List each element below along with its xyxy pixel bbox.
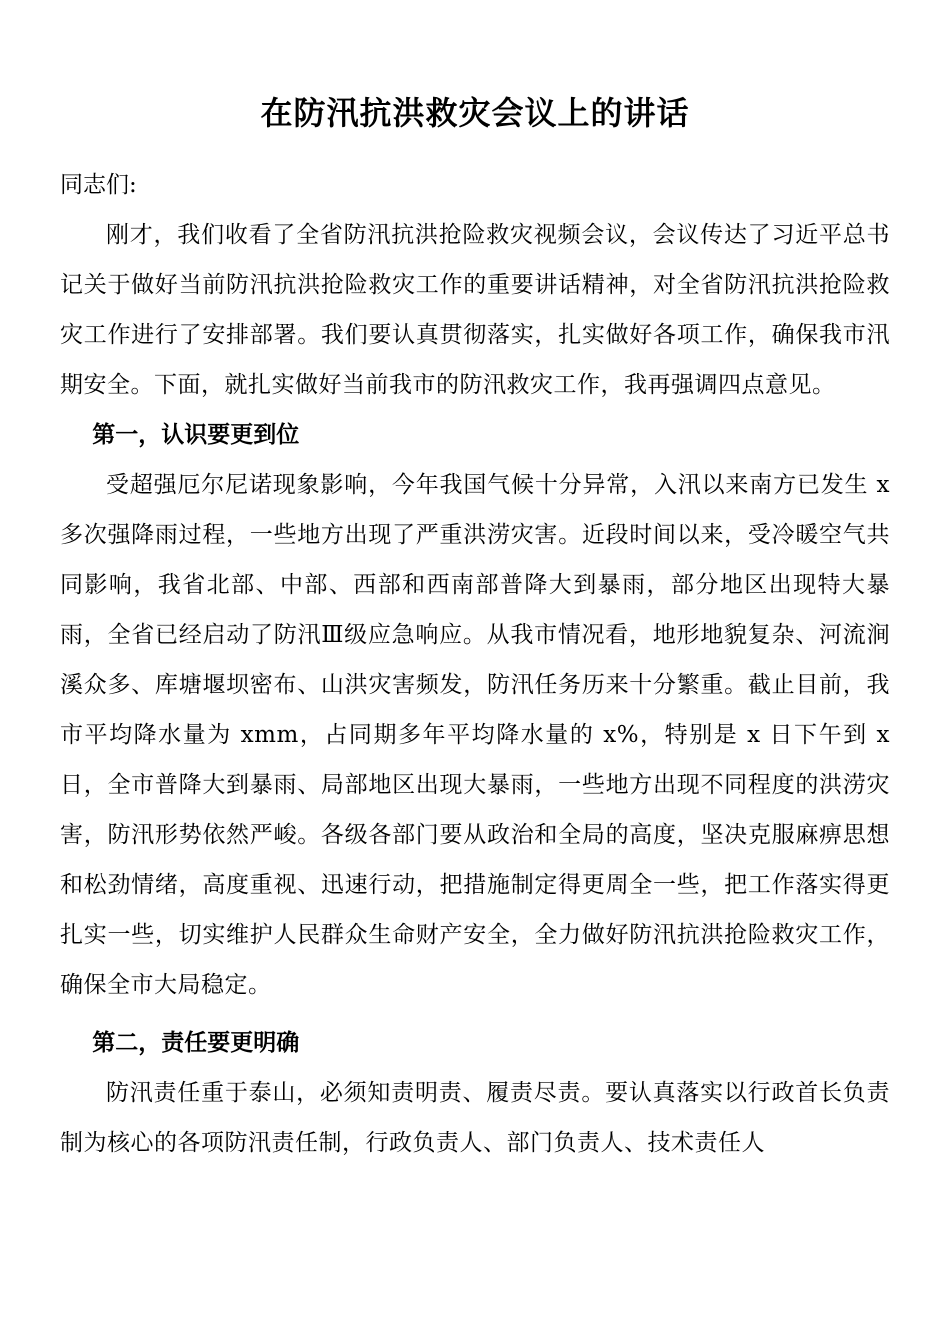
section-body-1: 受超强厄尔尼诺现象影响，今年我国气候十分异常，入汛以来南方已发生 x 多次强降雨过程，一些地方出现了严重洪涝灾害。近段时间以来，受冷暖空气共同影响，我省北部、中部、西部和西南部普降大到暴雨，部分地区出现特大暴雨，全省已经启动了防汛Ⅲ级应急响应。从我市情况看，地形地貌复杂、河流涧溪众多、库塘堰坝密布、山洪灾害频发，防汛任务历来十分繁重。截止目前，我市平均降水量为 xmm，占同期多年平均降水量的 x%，特别是 x 日下午到 x 日，全市普降大到暴雨、局部地区出现大暴雨，一些地方出现不同程度的洪涝灾害，防汛形势依然严峻。各级各部门要从政治和全局的高度，坚决克服麻痹思想和松劲情绪，高度重视、迅速行动，把措施制定得更周全一些，把工作落实得更扎实一些，切实维护人民群众生命财产安全，全力做好防汛抗洪抢险救灾工作，确保全市大局稳定。 (60, 472, 890, 998)
document-title: 在防汛抗洪救灾会议上的讲话 (260, 94, 690, 132)
section-body-2: 防汛责任重于泰山，必须知责明责、履责尽责。要认真落实以行政首长负责制为核心的各项防汛责任制，行政负责人、部门负责人、技术责任人 (60, 1080, 890, 1156)
section-heading-1: 第一，认识要更到位 (92, 422, 300, 448)
salutation: 同志们: (60, 172, 137, 198)
section-heading-2: 第二，责任要更明确 (92, 1030, 300, 1056)
intro-paragraph: 刚才，我们收看了全省防汛抗洪抢险救灾视频会议，会议传达了习近平总书记关于做好当前防汛抗洪抢险救灾工作的重要讲话精神，对全省防汛抗洪抢险救灾工作进行了安排部署。我们要认真贯彻落实，扎实做好各项工作，确保我市汛期安全。下面，就扎实做好当前我市的防汛救灾工作，我再强调四点意见。 (60, 222, 890, 398)
